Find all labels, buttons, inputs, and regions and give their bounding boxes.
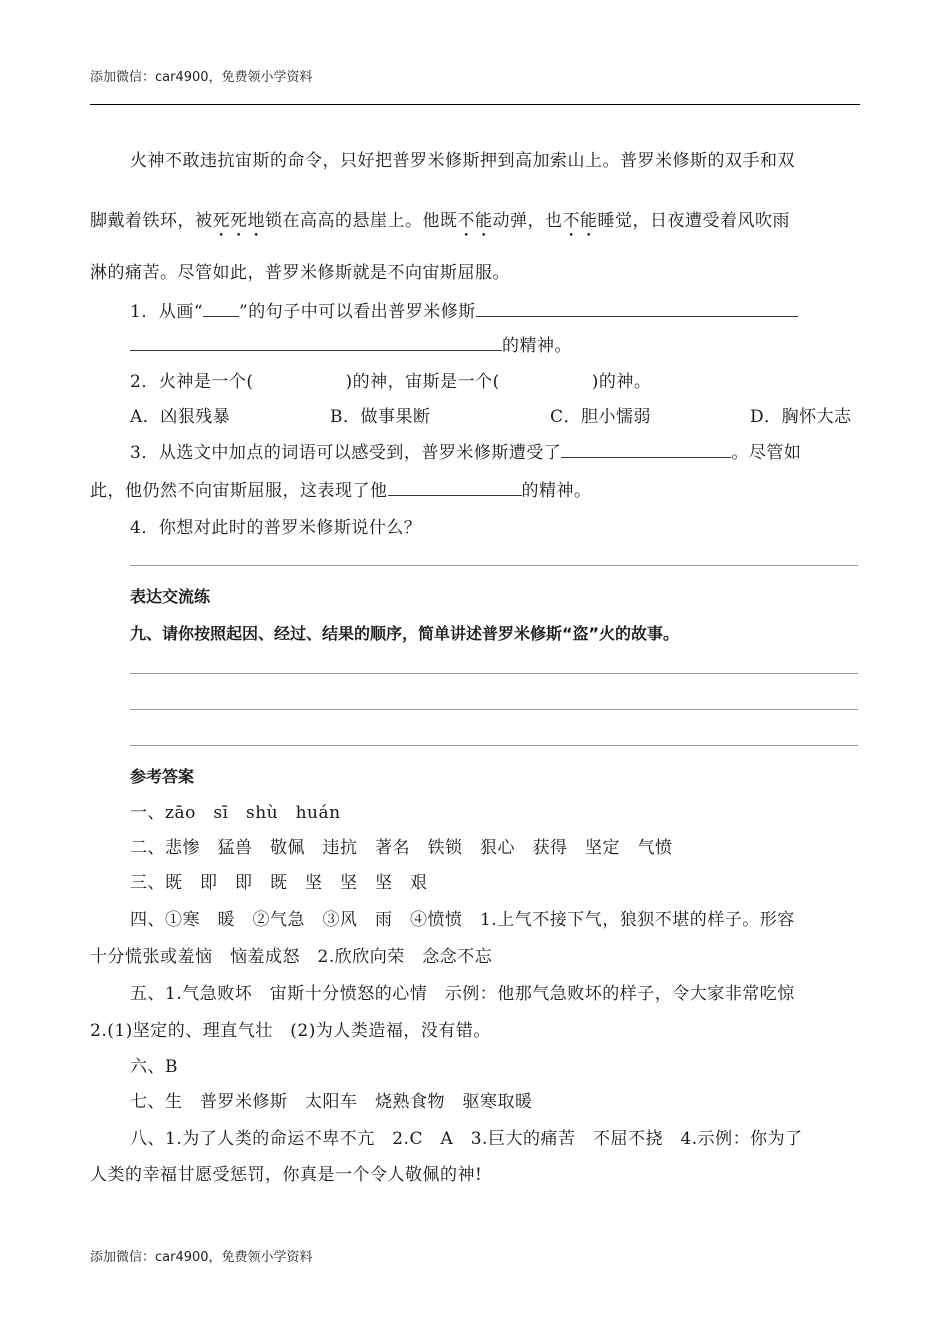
question-2 bbox=[130, 367, 651, 392]
answer-blank[interactable] bbox=[203, 300, 239, 317]
question-text: 3．从选文中加点的词语可以感受到，普罗米修斯遭受了 bbox=[130, 443, 562, 463]
passage-line-3: 淋的痛苦。尽管如此，普罗米修斯就是不向宙斯屈服。 bbox=[90, 263, 510, 283]
answer-blank[interactable] bbox=[130, 334, 502, 351]
passage-text: 动弹，也 bbox=[492, 211, 563, 231]
answer-1: 一、zāo sī shù huán bbox=[130, 803, 341, 823]
answers-title: 参考答案 bbox=[130, 767, 195, 786]
answer-blank[interactable] bbox=[561, 441, 731, 458]
answer-line[interactable] bbox=[130, 745, 858, 746]
answer-2: 二、悲惨 猛兽 敬佩 违抗 著名 铁锁 狠心 获得 坚定 气愤 bbox=[130, 838, 673, 858]
question-text: 。尽管如 bbox=[731, 443, 802, 463]
answer-line[interactable] bbox=[130, 565, 858, 566]
question-1 bbox=[130, 297, 798, 322]
answer-line[interactable] bbox=[130, 673, 858, 674]
answer-6: 六、B bbox=[130, 1057, 178, 1077]
question-text: 1．从画“ bbox=[130, 302, 204, 322]
question-text: 此，他仍然不向宙斯屈服，这表现了他 bbox=[90, 481, 388, 501]
answer-8-cont: 人类的幸福甘愿受惩罚，你真是一个令人敬佩的神! bbox=[90, 1165, 483, 1185]
answer-5-cont: 2.(1)坚定的、理直气壮 (2)为人类造福，没有错。 bbox=[90, 1021, 491, 1041]
answer-3: 三、既 即 即 既 坚 坚 坚 艰 bbox=[130, 873, 428, 893]
question-text: ”的句子中可以看出普罗米修斯 bbox=[239, 302, 476, 322]
passage-line-1: 火神不敢违抗宙斯的命令，只好把普罗米修斯押到高加索山上。普罗米修斯的双手和双 bbox=[130, 151, 795, 171]
answer-5: 五、1.气急败坏 宙斯十分愤怒的心情 示例：他那气急败坏的样子，令大家非常吃惊 bbox=[130, 984, 795, 1004]
question-3 bbox=[130, 438, 801, 463]
question-4: 4．你想对此时的普罗米修斯说什么？ bbox=[130, 518, 422, 538]
emphasized-word: 不能 bbox=[562, 211, 598, 231]
question-text: 2．火神是一个( bbox=[130, 372, 254, 392]
answer-blank[interactable] bbox=[388, 479, 522, 496]
header-rule bbox=[90, 104, 860, 105]
passage-text: 脚戴着铁环，被 bbox=[90, 211, 213, 231]
option-b: B．做事果断 bbox=[330, 407, 431, 427]
passage-text: 睡觉，日夜遭受着风吹雨 bbox=[597, 211, 790, 231]
page-header: 添加微信：car4900，免费领小学资料 bbox=[90, 70, 313, 85]
answer-4-cont: 十分慌张或羞恼 恼羞成怒 2.欣欣向荣 念念不忘 bbox=[90, 947, 493, 967]
emphasized-word: 不能 bbox=[457, 211, 493, 231]
option-d: D．胸怀大志 bbox=[750, 407, 852, 427]
option-c: C．胆小懦弱 bbox=[550, 407, 652, 427]
passage-text: 锁在高高的悬崖上。他既 bbox=[265, 211, 458, 231]
answer-blank[interactable] bbox=[476, 300, 798, 317]
question-text: 的精神。 bbox=[502, 336, 572, 356]
answer-7: 七、生 普罗米修斯 太阳车 烧熟食物 驱寒取暖 bbox=[130, 1092, 533, 1112]
question-3-cont bbox=[90, 476, 592, 501]
page-footer: 添加微信：car4900，免费领小学资料 bbox=[90, 1250, 313, 1265]
emphasized-word: 死死地 bbox=[212, 211, 265, 231]
question-text: )的神。 bbox=[591, 372, 652, 392]
question-text: )的神，宙斯是一个( bbox=[345, 372, 500, 392]
question-9: 九、请你按照起因、经过、结果的顺序，简单讲述普罗米修斯“盗”火的故事。 bbox=[130, 624, 680, 643]
answer-4: 四、①寒 暖 ②气急 ③风 雨 ④愤愤 1.上气不接下气，狼狈不堪的样子。形容 bbox=[130, 910, 795, 930]
option-a: A．凶狠残暴 bbox=[130, 407, 231, 427]
section-title: 表达交流练 bbox=[130, 587, 211, 606]
passage-line-2 bbox=[90, 206, 790, 241]
answer-8: 八、1.为了人类的命运不卑不亢 2.C A 3.巨大的痛苦 不屈不挠 4.示例：你为了 bbox=[130, 1129, 803, 1149]
question-text: 的精神。 bbox=[521, 481, 592, 501]
question-1-cont bbox=[130, 331, 572, 356]
answer-line[interactable] bbox=[130, 709, 858, 710]
